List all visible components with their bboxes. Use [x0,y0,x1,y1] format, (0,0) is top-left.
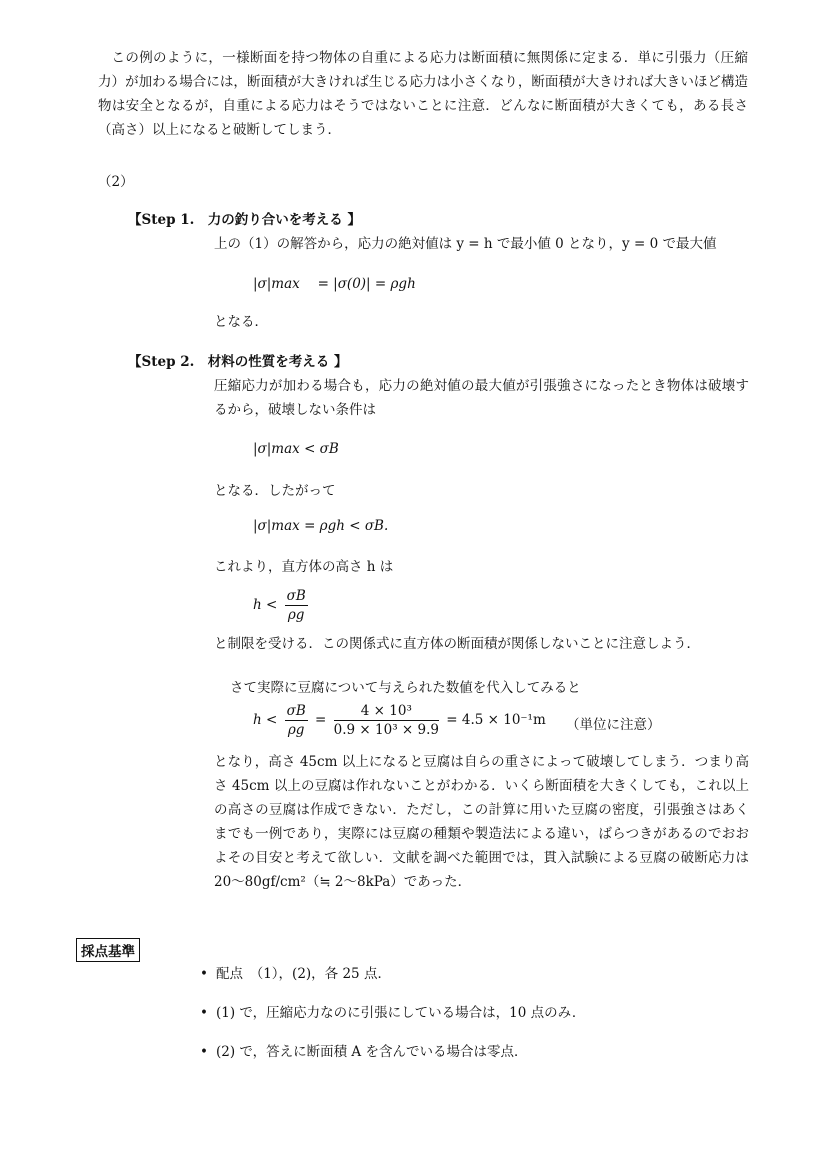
step1-equation: |σ|max = |σ(0)| = ρgh [253,276,416,292]
step1-conclusion: となる． [214,314,268,330]
step2-eq4 [253,703,546,738]
step2-eq2: |σ|max = ρgh < σB. [253,518,389,534]
criteria-item: • 配点 （1），(2)，各 25 点． [200,962,585,1001]
criteria-item: • (2) で，答えに断面積 A を含んでいる場合は零点． [200,1040,585,1079]
criteria-list [200,962,585,1079]
step2-eq3 [253,588,311,623]
eq4-frac2-numerator: 4 × 10³ [334,703,439,721]
eq3-denominator: ρg [287,607,305,623]
step1-heading: 【Step 1. 力の釣り合いを考える 】 [128,212,362,228]
step2-heading: 【Step 2. 材料の性質を考える 】 [128,354,348,370]
part-label: （2） [98,174,134,190]
eq4-frac1-numerator: σB [286,703,306,719]
eq3-numerator: σB [286,588,306,604]
eq4-equals: = [315,712,327,728]
step2-text2: となる．したがって [214,483,336,499]
step1-line1: 上の（1）の解答から，応力の絶対値は y = h で最小値 0 となり，y = 0 で最大値 [214,236,717,252]
eq4-result: = 4.5 × 10⁻¹m [446,712,546,728]
step2-text1: 圧縮応力が加わる場合も，応力の絶対値の最大値が引張強さになったとき物体は破壊するから，破壊しない条件は [214,378,749,418]
eq4-unit-note: （単位に注意） [566,717,661,733]
eq3-fraction [285,588,308,623]
eq4-fraction2 [334,703,439,738]
eq4-frac1-denominator: ρg [287,722,305,738]
eq3-lhs: h < [253,597,278,613]
criteria-title: 採点基準 [76,938,140,962]
step2-text4: と制限を受ける．この関係式に直方体の断面積が関係しないことに注意しよう． [214,636,700,652]
step2-text3: これより，直方体の高さ h は [214,559,394,575]
criteria-item: • (1) で，圧縮応力なのに引張にしている場合は，10 点のみ． [200,1001,585,1040]
step2-text6: となり，高さ 45cm 以上になると豆腐は自らの重さによって破壊してしまう．つまり高さ 45cm 以上の豆腐は作れないことがわかる．いくら断面積を大きくしても，これ以上の高さの豆腐は作成できない．ただし，この計算に用いた豆腐の密度，引張強さはあくまでも一例であり，実際には豆腐の種類や製造法による違い，ばらつきがあるのでおおよその目安と考えて欲しい．文献を調べた範囲では，貫入試験による豆腐の破断応力は 20〜80gf/cm²（≒ 2〜8kPa）であった． [214,754,749,890]
step2-text5: さて実際に豆腐について与えられた数値を代入してみると [230,680,581,696]
step2-eq1: |σ|max < σB [253,441,339,457]
eq4-lhs: h < [253,712,278,728]
intro-paragraph: この例のように，一様断面を持つ物体の自重による応力は断面積に無関係に定まる．単に引張力（圧縮力）が加わる場合には，断面積が大きければ生じる応力は小さくなり，断面積が大きければ大きいほど構造物は安全となるが，自重による応力はそうではないことに注意．どんなに断面積が大きくても，ある長さ（高さ）以上になると破断してしまう． [98,50,748,138]
eq4-fraction1 [285,703,308,738]
eq4-frac2-denominator: 0.9 × 10³ × 9.9 [333,722,439,738]
